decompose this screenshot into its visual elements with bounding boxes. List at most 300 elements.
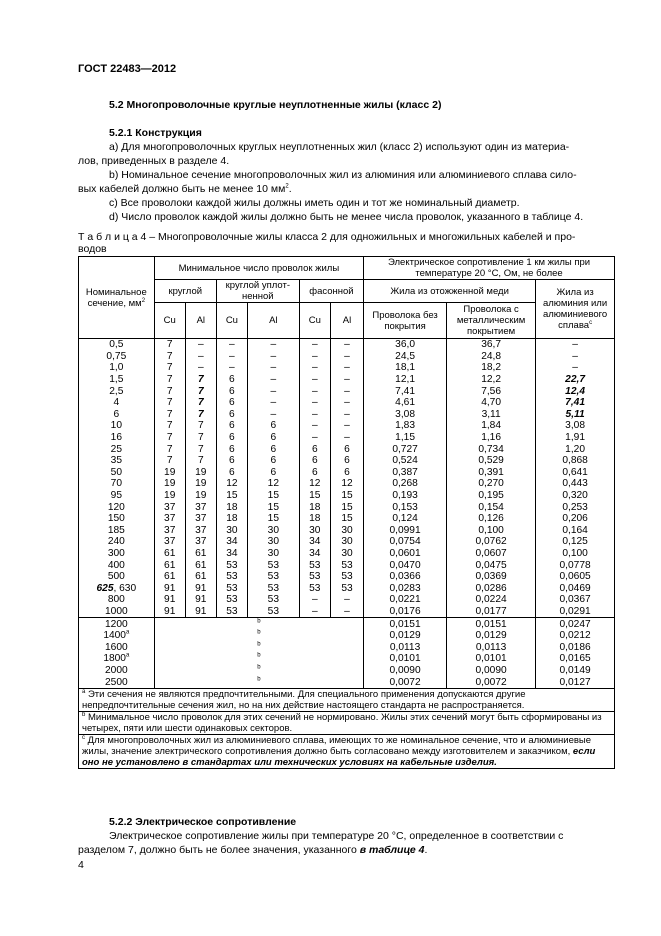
cell-round-al: – xyxy=(185,362,216,374)
cell-plain-resistance: 18,1 xyxy=(364,362,447,374)
cell-round-cu: 7 xyxy=(154,455,185,467)
cell-round-cu: 37 xyxy=(154,536,185,548)
cell-round-al: 7 xyxy=(185,443,216,455)
cell-compacted-al: – xyxy=(247,409,299,421)
cell-compacted-al: 53 xyxy=(247,571,299,583)
table-row xyxy=(79,351,615,363)
cell-compacted-al: – xyxy=(247,374,299,386)
cell-shaped-cu: – xyxy=(299,339,330,351)
cell-compacted-al: 30 xyxy=(247,536,299,548)
cell-section: 10 xyxy=(79,420,155,432)
cell-round-al: 7 xyxy=(185,374,216,386)
cell-shaped-al: 6 xyxy=(330,455,363,467)
cell-coated-resistance: 4,70 xyxy=(447,397,536,409)
cell-round-al: 91 xyxy=(185,594,216,606)
cell-shaped-al: – xyxy=(330,374,363,386)
cell-alloy-resistance: 0,0291 xyxy=(536,606,615,618)
cell-section: 800 xyxy=(79,594,155,606)
cell-alloy-resistance: 0,0127 xyxy=(536,676,615,688)
cell-shaped-cu: 6 xyxy=(299,467,330,479)
cell-alloy-resistance: 0,0778 xyxy=(536,559,615,571)
cell-plain-resistance: 0,0221 xyxy=(364,594,447,606)
cell-round-cu: 7 xyxy=(154,351,185,363)
cell-compacted-cu: 6 xyxy=(216,467,247,479)
table-row xyxy=(79,676,615,688)
cell-plain-resistance: 0,387 xyxy=(364,467,447,479)
cell-shaped-cu: – xyxy=(299,432,330,444)
table-row xyxy=(79,385,615,397)
table-row xyxy=(79,665,615,677)
header-coated-wire: Проволока с металлическим покрытием xyxy=(447,303,536,339)
cell-shaped-cu: 12 xyxy=(299,478,330,490)
cell-shaped-cu: – xyxy=(299,594,330,606)
cell-alloy-resistance: 0,100 xyxy=(536,548,615,560)
cell-compacted-cu: 6 xyxy=(216,374,247,386)
cell-round-al: 91 xyxy=(185,606,216,618)
cell-shaped-al: 30 xyxy=(330,525,363,537)
cell-compacted-al: 15 xyxy=(247,501,299,513)
cell-plain-resistance: 1,15 xyxy=(364,432,447,444)
paragraph-a-line1: a) Для многопроволочных круглых неуплотненных жил (класс 2) используют один из материа- xyxy=(109,141,570,153)
table-caption-line2: водов xyxy=(78,243,107,255)
cell-section: 150 xyxy=(79,513,155,525)
cell-compacted-al: – xyxy=(247,339,299,351)
cell-compacted-al: – xyxy=(247,362,299,374)
cell-alloy-resistance: – xyxy=(536,339,615,351)
cell-section: 240 xyxy=(79,536,155,548)
cell-coated-resistance: 0,100 xyxy=(447,525,536,537)
header-nominal-section: Номинальное сечение, $мм^2$ xyxy=(79,257,155,339)
cell-section: 1000 xyxy=(79,606,155,618)
table-row xyxy=(79,582,615,594)
cell-plain-resistance: 36,0 xyxy=(364,339,447,351)
cell-coated-resistance: 12,2 xyxy=(447,374,536,386)
cell-round-cu: 7 xyxy=(154,374,185,386)
cell-coated-resistance: 0,270 xyxy=(447,478,536,490)
table-row xyxy=(79,362,615,374)
cell-shaped-cu: – xyxy=(299,351,330,363)
cell-section: 0,5 xyxy=(79,339,155,351)
cell-alloy-resistance: 0,206 xyxy=(536,513,615,525)
cell-round-al: 7 xyxy=(185,397,216,409)
table-row xyxy=(79,455,615,467)
cell-compacted-al: 6 xyxy=(247,420,299,432)
header-resistance: Электрическое сопротивление 1 км жилы при температуре 20 °С, Ом, не более xyxy=(364,257,615,280)
cell-alloy-resistance: 0,253 xyxy=(536,501,615,513)
cell-shaped-cu: 18 xyxy=(299,501,330,513)
cell-compacted-cu: 53 xyxy=(216,594,247,606)
cell-compacted-cu: 6 xyxy=(216,443,247,455)
cell-coated-resistance: 0,0072 xyxy=(447,676,536,688)
cell-plain-resistance: 0,0283 xyxy=(364,582,447,594)
table-row xyxy=(79,525,615,537)
cell-round-cu: 61 xyxy=(154,559,185,571)
cell-plain-resistance: 0,0366 xyxy=(364,571,447,583)
cell-round-cu: 19 xyxy=(154,467,185,479)
cell-round-al: 19 xyxy=(185,478,216,490)
cell-coated-resistance: 0,0224 xyxy=(447,594,536,606)
cell-shaped-al: – xyxy=(330,397,363,409)
cell-compacted-cu: – xyxy=(216,339,247,351)
cell-round-al: 19 xyxy=(185,467,216,479)
cell-coated-resistance: 1,84 xyxy=(447,420,536,432)
cell-alloy-resistance: 3,08 xyxy=(536,420,615,432)
cell-round-al: 91 xyxy=(185,582,216,594)
cell-plain-resistance: 0,193 xyxy=(364,490,447,502)
header-cu: Cu xyxy=(216,303,247,339)
cell-section: 50 xyxy=(79,467,155,479)
cell-coated-resistance: 0,0090 xyxy=(447,665,536,677)
cell-alloy-resistance: 0,868 xyxy=(536,455,615,467)
cell-compacted-cu: 53 xyxy=(216,582,247,594)
cell-section: 1800$^a$ xyxy=(79,653,155,665)
cell-alloy-resistance: – xyxy=(536,362,615,374)
cell-plain-resistance: 0,0113 xyxy=(364,641,447,653)
cell-plain-resistance: 0,268 xyxy=(364,478,447,490)
cell-section: 500 xyxy=(79,571,155,583)
cell-section: 35 xyxy=(79,455,155,467)
table-row xyxy=(79,501,615,513)
header-round-compacted: круглой уплот-ненной xyxy=(216,280,299,303)
cell-round-cu: 19 xyxy=(154,478,185,490)
cell-section: 70 xyxy=(79,478,155,490)
cell-round-al: 7 xyxy=(185,409,216,421)
cell-compacted-cu: 15 xyxy=(216,490,247,502)
cell-coated-resistance: 0,0113 xyxy=(447,641,536,653)
cell-round-al: 7 xyxy=(185,385,216,397)
cell-plain-resistance: 0,0072 xyxy=(364,676,447,688)
cell-alloy-resistance: 22,7 xyxy=(536,374,615,386)
cell-compacted-cu: 6 xyxy=(216,432,247,444)
cell-plain-resistance: 1,83 xyxy=(364,420,447,432)
cell-shaped-cu: – xyxy=(299,409,330,421)
cell-section: 625, 630 xyxy=(79,582,155,594)
subsection-title: 5.2.1 Конструкция xyxy=(109,127,202,139)
cell-round-al: 7 xyxy=(185,420,216,432)
cell-shaped-al: – xyxy=(330,351,363,363)
cell-shaped-cu: 30 xyxy=(299,525,330,537)
cell-shaped-cu: 53 xyxy=(299,571,330,583)
cell-compacted-cu: 6 xyxy=(216,420,247,432)
table-row xyxy=(79,548,615,560)
paragraph-d: d) Число проволок каждой жилы должно быть не менее числа проволок, указанного в таблице 4. xyxy=(109,211,584,223)
cell-not-normalized-marker: b xyxy=(154,630,363,642)
cell-compacted-al: 30 xyxy=(247,548,299,560)
cell-shaped-al: – xyxy=(330,409,363,421)
cell-compacted-cu: 12 xyxy=(216,478,247,490)
cell-section: 1,0 xyxy=(79,362,155,374)
header-round: круглой xyxy=(154,280,216,303)
table-row xyxy=(79,571,615,583)
cell-compacted-al: 6 xyxy=(247,443,299,455)
cell-round-cu: 91 xyxy=(154,594,185,606)
cell-alloy-resistance: 12,4 xyxy=(536,385,615,397)
section2-line2: разделом 7, должно быть не более значения, указанного в таблице 4. xyxy=(78,844,428,856)
cell-section: 2,5 xyxy=(79,385,155,397)
cell-shaped-cu: 53 xyxy=(299,559,330,571)
cell-plain-resistance: 7,41 xyxy=(364,385,447,397)
cell-compacted-cu: 18 xyxy=(216,501,247,513)
cell-compacted-cu: – xyxy=(216,362,247,374)
header-plain-wire: Проволока без покрытия xyxy=(364,303,447,339)
cell-compacted-cu: 53 xyxy=(216,606,247,618)
cell-shaped-cu: 15 xyxy=(299,490,330,502)
header-cu: Cu xyxy=(154,303,185,339)
section-title: 5.2 Многопроволочные круглые неуплотненные жилы (класс 2) xyxy=(109,99,442,111)
cell-round-cu: 7 xyxy=(154,420,185,432)
cell-plain-resistance: 0,0991 xyxy=(364,525,447,537)
cell-coated-resistance: 0,0151 xyxy=(447,618,536,630)
cell-section: 400 xyxy=(79,559,155,571)
cell-alloy-resistance: 0,0165 xyxy=(536,653,615,665)
cell-compacted-cu: 18 xyxy=(216,513,247,525)
cell-coated-resistance: 0,0475 xyxy=(447,559,536,571)
cell-shaped-cu: 18 xyxy=(299,513,330,525)
cell-shaped-al: 15 xyxy=(330,490,363,502)
cell-alloy-resistance: 1,20 xyxy=(536,443,615,455)
cell-shaped-al: – xyxy=(330,594,363,606)
cell-coated-resistance: 3,11 xyxy=(447,409,536,421)
cell-shaped-al: 53 xyxy=(330,571,363,583)
cell-compacted-cu: 30 xyxy=(216,525,247,537)
cell-compacted-al: 53 xyxy=(247,594,299,606)
cell-compacted-cu: 6 xyxy=(216,455,247,467)
cell-alloy-resistance: 0,443 xyxy=(536,478,615,490)
cell-alloy-resistance: 0,0469 xyxy=(536,582,615,594)
cell-alloy-resistance: 0,0186 xyxy=(536,641,615,653)
subsection2-title: 5.2.2 Электрическое сопротивление xyxy=(109,816,297,828)
cell-round-cu: 91 xyxy=(154,582,185,594)
cell-shaped-al: – xyxy=(330,606,363,618)
cell-coated-resistance: 18,2 xyxy=(447,362,536,374)
cell-shaped-cu: 6 xyxy=(299,455,330,467)
cell-shaped-al: – xyxy=(330,339,363,351)
cell-section: 300 xyxy=(79,548,155,560)
cell-alloy-resistance: 0,0212 xyxy=(536,630,615,642)
cell-round-cu: 37 xyxy=(154,525,185,537)
cell-round-cu: 7 xyxy=(154,385,185,397)
cell-not-normalized-marker: b xyxy=(154,641,363,653)
paragraph-b-line2: вых кабелей должно быть не менее 10 $мм^2$. xyxy=(78,183,292,195)
cell-compacted-al: 15 xyxy=(247,490,299,502)
table-row xyxy=(79,536,615,548)
cell-shaped-al: 12 xyxy=(330,478,363,490)
cell-compacted-cu: 6 xyxy=(216,409,247,421)
table-row xyxy=(79,618,615,630)
cell-not-normalized-marker: b xyxy=(154,653,363,665)
header-al: Al xyxy=(247,303,299,339)
cell-plain-resistance: 4,61 xyxy=(364,397,447,409)
table-row xyxy=(79,653,615,665)
cell-plain-resistance: 0,153 xyxy=(364,501,447,513)
footnote-c: $^c$ Для многопроволочных жил из алюминиевого сплава, имеющих то же номинальное сечение, что и алюминиевые жилы, значение электрического сопротивления должно быть согласовано между изготовителем и заказчиком, если оно не установлено в стандартах или технических условиях на кабельные изделия. xyxy=(79,734,615,768)
cell-shaped-al: 30 xyxy=(330,536,363,548)
cell-section: 2000 xyxy=(79,665,155,677)
cell-round-al: 37 xyxy=(185,536,216,548)
cell-alloy-resistance: 0,0247 xyxy=(536,618,615,630)
cell-shaped-cu: 6 xyxy=(299,443,330,455)
cell-round-cu: 7 xyxy=(154,362,185,374)
cell-coated-resistance: 0,154 xyxy=(447,501,536,513)
cell-compacted-cu: 6 xyxy=(216,385,247,397)
cell-round-al: 7 xyxy=(185,432,216,444)
cell-shaped-al: 6 xyxy=(330,467,363,479)
cell-round-al: 37 xyxy=(185,501,216,513)
cell-compacted-al: 6 xyxy=(247,455,299,467)
cell-compacted-al: 53 xyxy=(247,559,299,571)
table-row xyxy=(79,641,615,653)
paragraph-c: c) Все проволоки каждой жилы должны иметь один и тот же номинальный диаметр. xyxy=(109,197,520,209)
cell-alloy-resistance: 5,11 xyxy=(536,409,615,421)
cell-plain-resistance: 0,124 xyxy=(364,513,447,525)
cell-alloy-resistance: 7,41 xyxy=(536,397,615,409)
cell-plain-resistance: 3,08 xyxy=(364,409,447,421)
cell-round-cu: 37 xyxy=(154,501,185,513)
cell-section: 1,5 xyxy=(79,374,155,386)
cell-coated-resistance: 0,0762 xyxy=(447,536,536,548)
cell-plain-resistance: 24,5 xyxy=(364,351,447,363)
cell-plain-resistance: 0,727 xyxy=(364,443,447,455)
cell-round-al: 61 xyxy=(185,548,216,560)
cell-section: 1400$^a$ xyxy=(79,630,155,642)
cell-shaped-cu: 34 xyxy=(299,548,330,560)
cell-round-al: – xyxy=(185,351,216,363)
table-row xyxy=(79,432,615,444)
cell-round-cu: 19 xyxy=(154,490,185,502)
cell-section: 1600 xyxy=(79,641,155,653)
cell-coated-resistance: 7,56 xyxy=(447,385,536,397)
cell-round-al: – xyxy=(185,339,216,351)
cell-round-cu: 7 xyxy=(154,397,185,409)
cell-alloy-resistance: 1,91 xyxy=(536,432,615,444)
cell-shaped-al: 53 xyxy=(330,559,363,571)
cell-plain-resistance: 0,0129 xyxy=(364,630,447,642)
cell-compacted-cu: 53 xyxy=(216,571,247,583)
cell-compacted-cu: – xyxy=(216,351,247,363)
cell-compacted-al: 12 xyxy=(247,478,299,490)
cell-compacted-al: 6 xyxy=(247,467,299,479)
cell-round-cu: 7 xyxy=(154,339,185,351)
cell-coated-resistance: 0,0607 xyxy=(447,548,536,560)
cell-compacted-al: 53 xyxy=(247,606,299,618)
cell-compacted-al: – xyxy=(247,351,299,363)
cell-shaped-al: 6 xyxy=(330,443,363,455)
cell-coated-resistance: 0,126 xyxy=(447,513,536,525)
paragraph-a-line2: лов, приведенных в разделе 4. xyxy=(78,155,230,167)
table-row xyxy=(79,490,615,502)
cell-compacted-cu: 53 xyxy=(216,559,247,571)
header-aluminium-alloy: Жила из алюминия или алюминиевого сплава$^c$ xyxy=(536,280,615,339)
cell-shaped-al: 53 xyxy=(330,582,363,594)
cell-alloy-resistance: 0,320 xyxy=(536,490,615,502)
cell-compacted-al: 53 xyxy=(247,582,299,594)
cell-shaped-cu: – xyxy=(299,397,330,409)
cell-round-cu: 61 xyxy=(154,571,185,583)
table-row xyxy=(79,630,615,642)
cell-section: 185 xyxy=(79,525,155,537)
cell-shaped-al: 15 xyxy=(330,501,363,513)
cell-section: 1200 xyxy=(79,618,155,630)
cell-section: 16 xyxy=(79,432,155,444)
cell-plain-resistance: 0,0176 xyxy=(364,606,447,618)
cell-section: 4 xyxy=(79,397,155,409)
cell-coated-resistance: 0,391 xyxy=(447,467,536,479)
page-number: 4 xyxy=(78,859,84,871)
cell-alloy-resistance: 0,0605 xyxy=(536,571,615,583)
cell-not-normalized-marker: b xyxy=(154,618,363,630)
cell-compacted-cu: 34 xyxy=(216,536,247,548)
cell-alloy-resistance: 0,0149 xyxy=(536,665,615,677)
cell-shaped-cu: – xyxy=(299,374,330,386)
cell-plain-resistance: 0,0151 xyxy=(364,618,447,630)
cell-coated-resistance: 0,0177 xyxy=(447,606,536,618)
cell-compacted-cu: 34 xyxy=(216,548,247,560)
header-al: Al xyxy=(330,303,363,339)
cell-round-cu: 37 xyxy=(154,513,185,525)
cell-shaped-al: – xyxy=(330,385,363,397)
section2-line1: Электрическое сопротивление жилы при температуре 20 °С, определенное в соответствии с xyxy=(109,830,564,842)
cell-alloy-resistance: – xyxy=(536,351,615,363)
cell-round-al: 19 xyxy=(185,490,216,502)
table-row xyxy=(79,467,615,479)
cell-shaped-cu: – xyxy=(299,385,330,397)
cell-alloy-resistance: 0,125 xyxy=(536,536,615,548)
cell-plain-resistance: 0,0601 xyxy=(364,548,447,560)
table-row xyxy=(79,606,615,618)
header-cu: Cu xyxy=(299,303,330,339)
cell-plain-resistance: 0,524 xyxy=(364,455,447,467)
header-min-wires: Минимальное число проволок жилы xyxy=(154,257,363,280)
cell-coated-resistance: 0,734 xyxy=(447,443,536,455)
cell-section: 95 xyxy=(79,490,155,502)
cell-plain-resistance: 0,0090 xyxy=(364,665,447,677)
table-row xyxy=(79,594,615,606)
cell-shaped-al: 15 xyxy=(330,513,363,525)
paragraph-b-line1: b) Номинальное сечение многопроволочных жил из алюминия или алюминиевого сплава сило- xyxy=(109,169,577,181)
cell-round-al: 61 xyxy=(185,559,216,571)
cell-shaped-cu: – xyxy=(299,606,330,618)
header-shaped: фасонной xyxy=(299,280,363,303)
cell-shaped-cu: – xyxy=(299,362,330,374)
cell-coated-resistance: 0,195 xyxy=(447,490,536,502)
cell-not-normalized-marker: b xyxy=(154,665,363,677)
cell-round-al: 37 xyxy=(185,525,216,537)
cell-coated-resistance: 1,16 xyxy=(447,432,536,444)
cell-section: 2500 xyxy=(79,676,155,688)
cell-round-cu: 7 xyxy=(154,432,185,444)
cell-round-cu: 7 xyxy=(154,443,185,455)
cell-round-cu: 91 xyxy=(154,606,185,618)
table-caption-line1: Т а б л и ц а 4 – Многопроволочные жилы класса 2 для одножильных и многожильных кабелей и про- xyxy=(78,231,576,243)
cell-shaped-cu: – xyxy=(299,420,330,432)
table-row xyxy=(79,374,615,386)
header-annealed-copper: Жила из отожженной меди xyxy=(364,280,536,303)
cell-coated-resistance: 36,7 xyxy=(447,339,536,351)
cell-compacted-al: – xyxy=(247,385,299,397)
cell-compacted-al: 30 xyxy=(247,525,299,537)
cell-coated-resistance: 24,8 xyxy=(447,351,536,363)
cell-plain-resistance: 0,0470 xyxy=(364,559,447,571)
table-row xyxy=(79,478,615,490)
cell-coated-resistance: 0,0286 xyxy=(447,582,536,594)
footnote-b: $^b$ Минимальное число проволок для этих сечений не нормировано. Жилы этих сечений могут быть сформированы из четырех, пяти или шести одинаковых секторов. xyxy=(79,711,615,734)
cell-coated-resistance: 0,529 xyxy=(447,455,536,467)
cell-shaped-al: – xyxy=(330,362,363,374)
cell-round-cu: 61 xyxy=(154,548,185,560)
table-row xyxy=(79,559,615,571)
table-row xyxy=(79,397,615,409)
cell-plain-resistance: 12,1 xyxy=(364,374,447,386)
